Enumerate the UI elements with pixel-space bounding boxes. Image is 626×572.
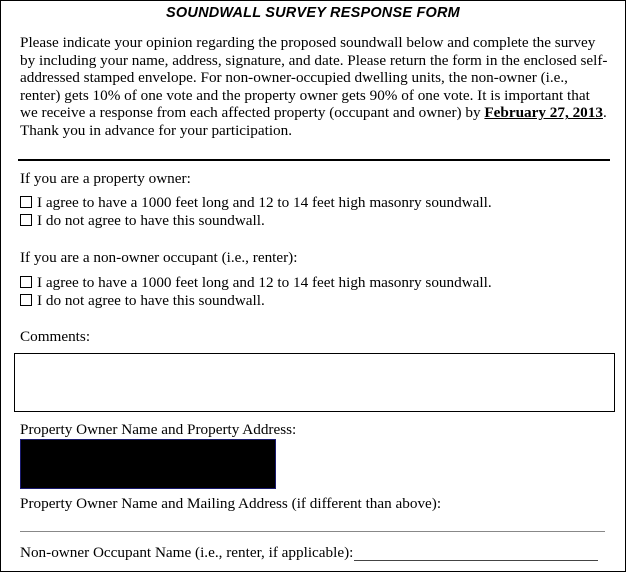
owner-property-label: Property Owner Name and Property Address: bbox=[20, 421, 297, 438]
redacted-address-block bbox=[20, 439, 276, 489]
intro-end: . Thank you in advance for your participation. bbox=[20, 104, 607, 139]
occupant-label: Non-owner Occupant Name (i.e., renter, if applicable): bbox=[20, 544, 354, 561]
renter-disagree-checkbox[interactable] bbox=[20, 294, 32, 306]
renter-agree-label: I agree to have a 1000 feet long and 12 to 14 feet high masonry soundwall. bbox=[37, 274, 492, 291]
renter-agree-option[interactable] bbox=[20, 274, 492, 291]
intro-text: Please indicate your opinion regarding the proposed soundwall below and complete the survey by including your name, address, signature, and date. Please return the form in the enclosed self- addressed stamped envelope. For non-owner-occupied dwelling units, the non-owner (i.e., renter) gets 10% of one vote and the property owner gets 90% of one vote. It is important that we receive a response from each affected property (occupant and owner) by bbox=[20, 34, 608, 122]
intro-paragraph bbox=[20, 34, 610, 140]
renter-section-heading: If you are a non-owner occupant (i.e., renter): bbox=[20, 249, 298, 266]
owner-disagree-option[interactable] bbox=[20, 212, 265, 229]
owner-mailing-field[interactable] bbox=[20, 531, 605, 532]
owner-agree-label: I agree to have a 1000 feet long and 12 to 14 feet high masonry soundwall. bbox=[37, 194, 492, 211]
renter-disagree-label: I do not agree to have this soundwall. bbox=[37, 292, 265, 309]
owner-disagree-checkbox[interactable] bbox=[20, 214, 32, 226]
section-divider bbox=[18, 159, 610, 161]
form-title: SOUNDWALL SURVEY RESPONSE FORM bbox=[166, 5, 460, 21]
renter-agree-checkbox[interactable] bbox=[20, 276, 32, 288]
deadline-date: February 27, 2013 bbox=[484, 104, 603, 122]
occupant-name-field[interactable] bbox=[354, 546, 598, 561]
comments-label: Comments: bbox=[20, 328, 91, 345]
occupant-line bbox=[20, 544, 598, 561]
owner-agree-option[interactable] bbox=[20, 194, 492, 211]
owner-disagree-label: I do not agree to have this soundwall. bbox=[37, 212, 265, 229]
comments-field[interactable] bbox=[14, 353, 615, 412]
owner-agree-checkbox[interactable] bbox=[20, 196, 32, 208]
owner-section-heading: If you are a property owner: bbox=[20, 170, 191, 187]
renter-disagree-option[interactable] bbox=[20, 292, 265, 309]
owner-mailing-label: Property Owner Name and Mailing Address (if different than above): bbox=[20, 495, 442, 512]
